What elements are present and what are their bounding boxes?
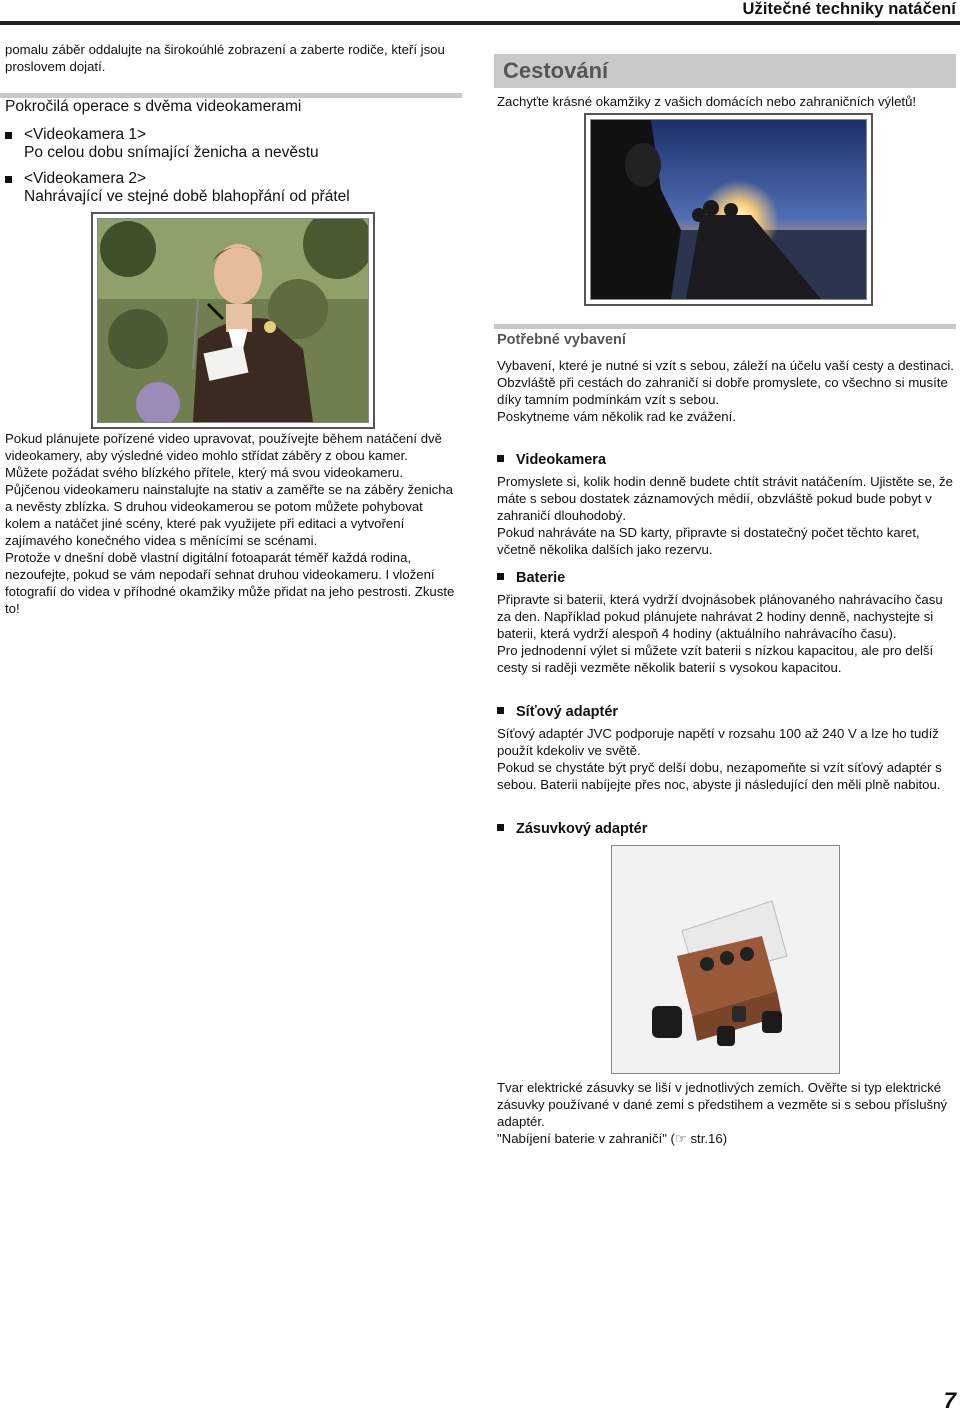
camera-2-desc: Nahrávající ve stejné době blahopřání od přátel [24,188,350,205]
section-title-two-cameras: Pokročilá operace s dvěma videokamerami [5,98,302,115]
two-camera-body-text [5,430,460,617]
paragraph: Obzvláště při cestách do zahraničí si dobře promyslete, co všechno si musíte díky tamním podmínkám vzít s sebou. [497,375,948,407]
needed-equipment-text [497,357,957,425]
item-body-camcorder [497,473,957,558]
camera-1-desc: Po celou dobu snímající ženicha a nevěstu [24,144,319,161]
needed-equipment-heading: Potřebné vybavení [497,332,626,348]
item-title: Videokamera [516,452,607,468]
paragraph: Pro jednodenní výlet si můžete vzít baterii s nízkou kapacitou, ale pro delší cesty si raději vezměte několik baterií s vysokou kapacitou. [497,643,934,675]
paragraph: Připravte si baterii, která vydrží dvojnásobek plánovaného nahrávacího času za den. Například pokud plánujete nahrávat 2 hodiny denně, nachystejte si baterii, která vydrží alespoň 4 hodiny (aktuálního nahrávacího času). [497,592,943,641]
paragraph: Půjčenou videokameru nainstalujte na stativ a zaměřte se na záběry ženicha a nevěsty zblízka. S druhou videokamerou se potom můžete pohybovat kolem a natáčet jiné scény, které pak využijete při editaci a vytvoření zajímavého konečného videa s měnícími se scénami. [5,482,453,548]
item-heading-plug-adapter [497,820,647,838]
camera-1-label: <Videokamera 1> [24,126,147,143]
section-rule [494,324,956,329]
paragraph: Pokud nahráváte na SD karty, připravte si dostatečný počet těchto karet, včetně několika dalších jako rezervu. [497,525,920,557]
list-item-camera-2 [5,170,460,206]
paragraph: Poskytneme vám několik rad ke zvážení. [497,409,736,424]
plug-adapter-photo [611,845,840,1074]
item-title: Síťový adaptér [516,704,619,720]
list-item-camera-1 [5,126,460,162]
paragraph: Můžete požádat svého blízkého přítele, který má svou videokameru. [5,465,404,480]
item-title: Zásuvkový adaptér [516,821,648,837]
paragraph: Pokud se chystáte být pryč delší dobu, nezapomeňte si vzít síťový adaptér s sebou. Baterii nabíjejte přes noc, abyste ji následující den měli plně nabitou. [497,760,942,792]
header-rule [0,21,960,25]
paragraph: Protože v dnešní době vlastní digitální fotoaparát téměř každá rodina, nezoufejte, pokud se vám nepodaří sehnat druhou videokameru. I vložení fotografií do videa v příhodné okamžiky může přidat na jeho pestrosti. Zkuste to! [5,550,455,616]
paragraph: Tvar elektrické zásuvky se liší v jednotlivých zemích. Ověřte si typ elektrické zásuvky používané v dané zemi s předstihem a vezměte si s sebou příslušný adaptér. [497,1080,948,1129]
bullet-square-icon [5,176,12,183]
bullet-square-icon [5,132,12,139]
bullet-square-icon [497,707,504,714]
item-heading-ac-adapter [497,703,618,721]
paragraph: Promyslete si, kolik hodin denně budete chtít strávit natáčením. Ujistěte se, že máte s sebou dostatek záznamových médií, obzvláště pokud bude pobyt v zahraničí dlouhodobý. [497,474,953,523]
camera-2-label: <Videokamera 2> [24,170,147,187]
groom-speech-photo [91,212,375,429]
plug-adapter-text [497,1079,957,1147]
item-title: Baterie [516,570,566,586]
paragraph: Síťový adaptér JVC podporuje napětí v rozsahu 100 až 240 V a lze ho tudíž použít kdekoliv ve světě. [497,726,939,758]
page-header-title: Užitečné techniky natáčení [742,0,956,18]
page-reference-link[interactable]: "Nabíjení baterie v zahraničí" (☞ str.16) [497,1131,728,1146]
sunset-boat-photo [584,113,873,306]
paragraph: Vybavení, které je nutné si vzít s sebou, záleží na účelu vaší cesty a destinaci. [497,358,954,373]
intro-text: pomalu záběr oddalujte na širokoúhlé zobrazení a zaberte rodiče, kteří jsou proslovem dojatí. [5,42,445,74]
item-body-battery [497,591,957,676]
bullet-square-icon [497,455,504,462]
bullet-square-icon [497,824,504,831]
item-heading-camcorder [497,451,606,469]
item-heading-battery [497,569,565,587]
section-title-travel: Cestování [503,58,609,83]
item-body-ac-adapter [497,725,957,793]
travel-subtitle: Zachyťte krásné okamžiky z vašich domácích nebo zahraničních výletů! [497,94,917,109]
paragraph: Pokud plánujete pořízené video upravovat, používejte během natáčení dvě videokamery, aby výsledné video mohlo střídat záběry z obou kamer. [5,431,442,463]
bullet-square-icon [497,573,504,580]
page-number: 7 [943,1388,956,1413]
